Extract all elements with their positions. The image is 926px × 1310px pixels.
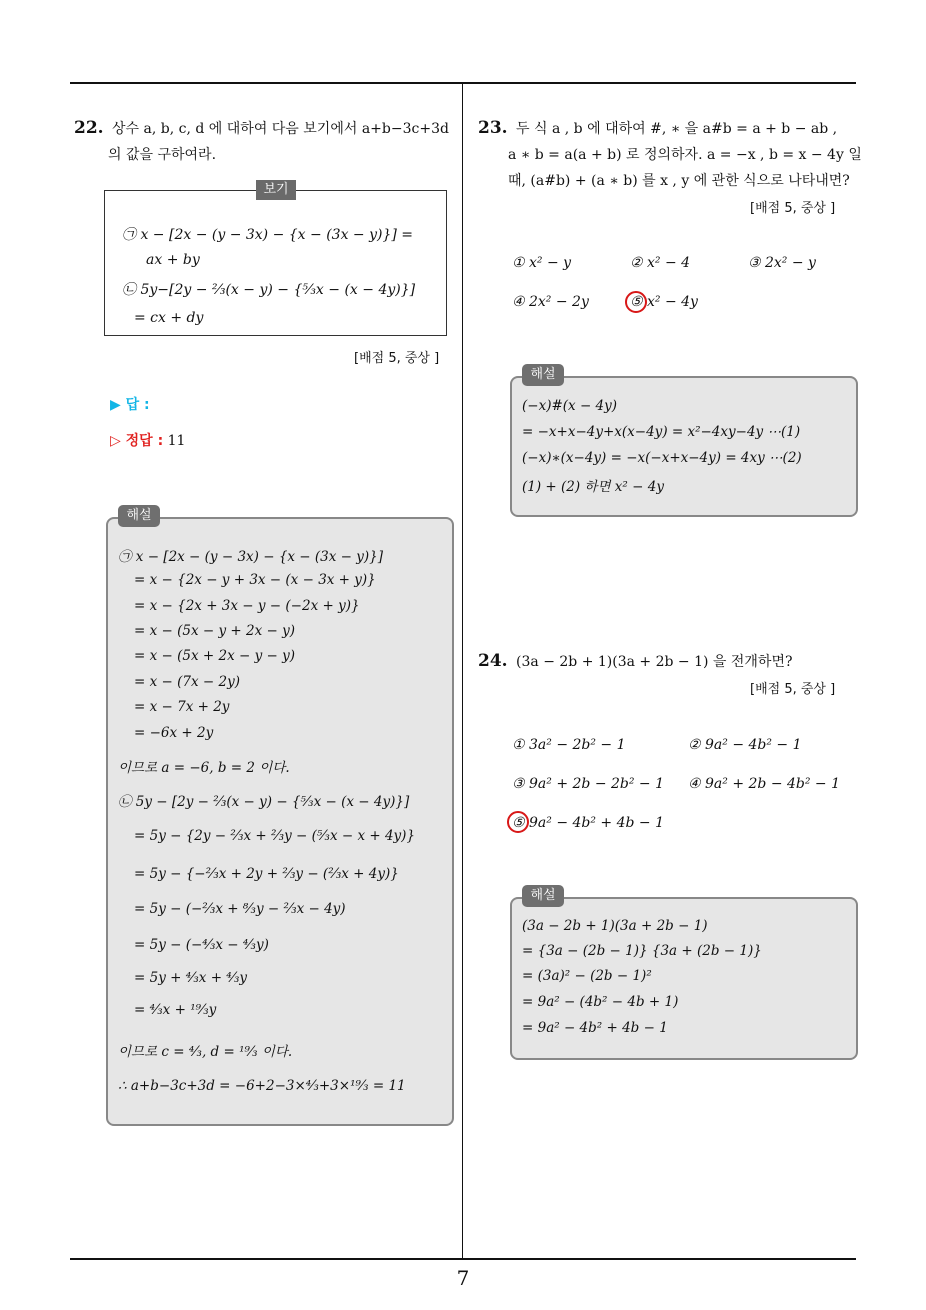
q22-text-line1 — [74, 118, 449, 139]
q22-text-line2: 의 값을 구하여라. — [108, 147, 217, 163]
q22-solution-line: = 5y + ⁴⁄₃x + ⁴⁄₃y — [134, 970, 248, 986]
q23-choice-1[interactable]: ① x² − y — [512, 255, 572, 271]
q24-solution-line: = {3a − (2b − 1)} {3a + (2b − 1)} — [522, 943, 762, 959]
selected-answer-circle-icon — [507, 811, 529, 833]
q22-meta: [배점 5, 중상 ] — [354, 351, 440, 366]
q22-solution-line: = x − (5x − y + 2x − y) — [134, 623, 295, 639]
q24-choice-3[interactable]: ③ 9a² + 2b − 2b² − 1 — [512, 776, 665, 792]
q23-text: 두 식 a , b 에 대하여 #, ∗ 을 a#b = a + b − ab , — [516, 121, 838, 137]
page-number: 7 — [456, 1266, 470, 1290]
q24-text: (3a − 2b + 1)(3a + 2b − 1) 을 전개하면? — [516, 654, 793, 670]
q22-solution-label: 해설 — [118, 505, 160, 527]
q22-solution-line: = 5y − {2y − ⅔x + ⅔y − (⁵⁄₃x − x + 4y)} — [134, 828, 416, 844]
q23-meta: [배점 5, 중상 ] — [750, 201, 836, 216]
q24-choice-1[interactable]: ① 3a² − 2b² − 1 — [512, 737, 626, 753]
answer-field[interactable]: ▶ 답 : — [110, 397, 150, 413]
selected-answer-circle-icon — [625, 291, 647, 313]
q24-text-line1 — [478, 651, 793, 672]
q22-solution-line: = x − (5x + 2x − y − y) — [134, 648, 295, 664]
q23-solution-line: (1) + (2) 하면 x² − 4y — [522, 479, 664, 495]
q22-solution-line: 이므로 a = −6, b = 2 이다. — [118, 760, 290, 776]
correct-answer-label: ▷ 정답 : — [110, 433, 164, 449]
q24-solution-label: 해설 — [522, 885, 564, 907]
q24-solution-line: = (3a)² − (2b − 1)² — [522, 968, 652, 984]
bottom-rule — [70, 1258, 856, 1260]
q24-solution-line: = 9a² − (4b² − 4b + 1) — [522, 994, 679, 1010]
q23-solution-line: (−x)∗(x−4y) = −x(−x+x−4y) = 4xy ⋯(2) — [522, 450, 802, 466]
q22-solution-line: = x − 7x + 2y — [134, 699, 230, 715]
q24-solution-line: (3a − 2b + 1)(3a + 2b − 1) — [522, 918, 708, 934]
q22-solution-line: 이므로 c = ⁴⁄₃, d = ¹⁹⁄₃ 이다. — [118, 1044, 293, 1060]
q23-choice-3[interactable]: ③ 2x² − y — [748, 255, 816, 271]
q24-solution-line: = 9a² − 4b² + 4b − 1 — [522, 1020, 668, 1036]
q22-solution-line: = x − {2x + 3x − y − (−2x + y)} — [134, 598, 360, 614]
bogi-item: ㉠ x − [2x − (y − 3x) − {x − (3x − y)}] = — [122, 227, 414, 243]
q23-text-line3: 때, (a#b) + (a ∗ b) 를 x , y 에 관한 식으로 나타내면? — [508, 173, 850, 189]
q22-solution-line: = 5y − {−⅔x + 2y + ⅔y − (⅔x + 4y)} — [134, 866, 399, 882]
q24-choice-4[interactable]: ④ 9a² + 2b − 4b² − 1 — [688, 776, 841, 792]
q23-solution-line: = −x+x−4y+x(x−4y) = x²−4xy−4y ⋯(1) — [522, 424, 801, 440]
q24-choice-5[interactable]: ⑤ 9a² − 4b² + 4b − 1 — [512, 815, 665, 831]
q23-choice-5[interactable]: ⑤ x² − 4y — [630, 294, 698, 310]
q23-choice-2[interactable]: ② x² − 4 — [630, 255, 691, 271]
q22-solution-line: = x − (7x − 2y) — [134, 674, 240, 690]
correct-answer — [110, 430, 185, 450]
bogi-item: ax + by — [146, 252, 200, 268]
q22-solution-line: = x − {2x − y + 3x − (x − 3x + y)} — [134, 572, 376, 588]
bogi-label: 보기 — [256, 180, 296, 200]
q22-solution-line: = 5y − (−⅔x + ⁸⁄₃y − ⅔x − 4y) — [134, 901, 346, 917]
q24-choice-2[interactable]: ② 9a² − 4b² − 1 — [688, 737, 802, 753]
q23-text-line2: a ∗ b = a(a + b) 로 정의하자. a = −x , b = x − 4y 일 — [508, 147, 862, 163]
q23-choice-4[interactable]: ④ 2x² − 2y — [512, 294, 589, 310]
q24-meta: [배점 5, 중상 ] — [750, 682, 836, 697]
q22-solution-line: = −6x + 2y — [134, 725, 214, 741]
q24-number: 24. — [478, 651, 508, 671]
q22-solution-line: ∴ a+b−3c+3d = −6+2−3×⁴⁄₃+3×¹⁹⁄₃ = 11 — [118, 1078, 406, 1094]
q22-number: 22. — [74, 118, 104, 138]
q22-solution-line: = 5y − (−⁴⁄₃x − ⁴⁄₃y) — [134, 937, 269, 953]
bogi-item: = cx + dy — [134, 310, 204, 326]
q22-solution-line: ㉠ x − [2x − (y − 3x) − {x − (3x − y)}] — [118, 549, 384, 565]
q23-solution-label: 해설 — [522, 364, 564, 386]
correct-answer-value: 11 — [167, 433, 186, 449]
q23-number: 23. — [478, 118, 508, 138]
bogi-item: ㉡ 5y−[2y − ⅔(x − y) − {⁵⁄₃x − (x − 4y)}] — [122, 282, 416, 298]
q22-solution-line: = ⁴⁄₃x + ¹⁹⁄₃y — [134, 1002, 217, 1018]
column-divider — [462, 84, 463, 1258]
q23-solution-line: (−x)#(x − 4y) — [522, 398, 618, 414]
q23-text-line1 — [478, 118, 837, 139]
q22-text: 상수 a, b, c, d 에 대하여 다음 보기에서 a+b−3c+3d — [112, 121, 449, 137]
q22-solution-line: ㉡ 5y − [2y − ⅔(x − y) − {⁵⁄₃x − (x − 4y)}] — [118, 794, 410, 810]
